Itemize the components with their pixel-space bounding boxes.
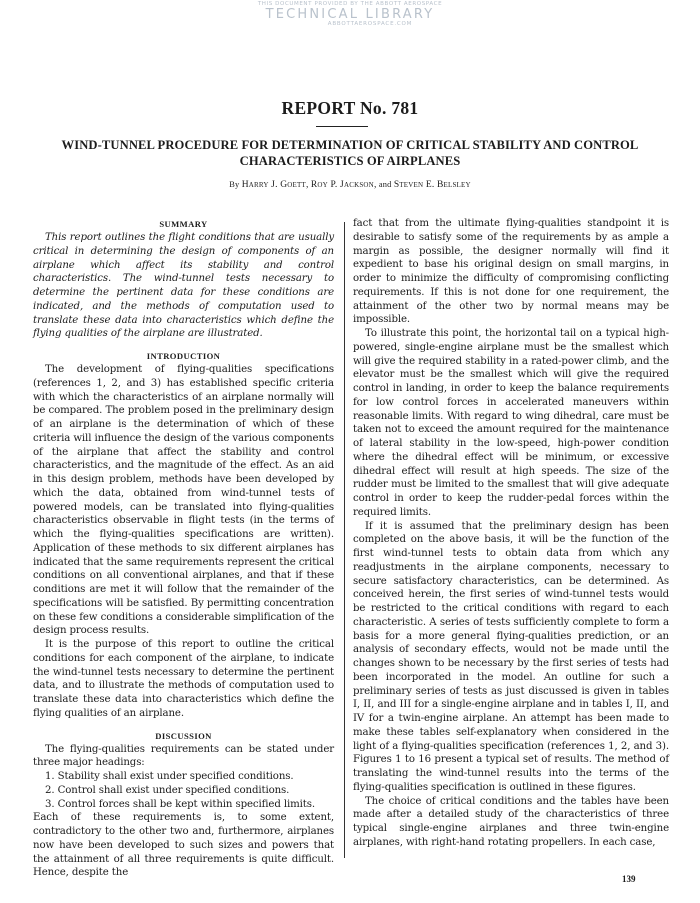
right-paragraph-2: To illustrate this point, the horizontal tail on a typical high-powered, single-engine airplane must be the smallest which will give the required stability in a rated-power climb, and the elevator must be the smallest which will give the required control in landing, in order to keep the balance requirements for low control forces in accelerated maneuvers within reasonable limits. With regard to wing dihedral, care must be taken not to exceed the amount required for the maintenance of lateral stability in the low-speed, high-power condition where the dihedral effect will be minimum, or excessive dihedral effect will result at high speeds. The size of the rudder must be limited to the smallest that will give adequate control in order to keep the rudder-pedal forces within the required limits. — [353, 328, 669, 518]
author-jackson: Roy P. Jackson, — [310, 180, 377, 190]
authors-line — [0, 180, 700, 190]
column-divider — [344, 222, 345, 858]
introduction-paragraph-2: It is the purpose of this report to outline the critical conditions for each component of the airplane, to indicate the wind-tunnel tests necessary to determine the pertinent data, and to illustrate the methods of computation used to translate these data into characteristics which define the flying qualities of an airplane. — [33, 639, 334, 719]
summary-heading: SUMMARY — [159, 219, 208, 229]
right-paragraph-4: The choice of critical conditions and the tables have been made after a detailed study of the characteristics of three typical single-engine airplanes and three twin-engine airplanes, with right-hand rotating propellers. In each case, — [353, 795, 669, 848]
right-paragraph-1: fact that from the ultimate flying-qualities standpoint it is desirable to satisfy some of the requirements by as ample a margin as possible, the designer normally will find it expedient to base his original design on small margins, in order to minimize the difficulty of compromising conflicting requirements. If this is not done for one requirement, the attainment of the other two by normal means may be impossible. — [353, 218, 669, 326]
watermark-technical-library — [0, 1, 700, 28]
author-goett: Harry J. Goett, — [241, 180, 309, 190]
page-number: 139 — [622, 874, 636, 884]
paper-title — [0, 137, 700, 169]
paper-title-line-2: CHARACTERISTICS OF AIRPLANES — [239, 154, 461, 168]
left-column — [33, 217, 334, 880]
introduction-heading: INTRODUCTION — [146, 351, 221, 361]
requirement-list-item-1: 1. Stability shall exist under specified conditions. — [45, 771, 294, 782]
discussion-paragraph-2: Each of these requirements is, to some extent, contradictory to the other two and, furthermore, airplanes now have been developed to such sizes and powers that the attainment of all three requirements is quite difficult. Hence, despite the — [33, 812, 334, 879]
watermark-provided-by: THIS DOCUMENT PROVIDED BY THE ABBOTT AEROSPACE — [257, 1, 443, 7]
authors-and: and — [378, 180, 392, 189]
authors-by: By — [229, 180, 240, 189]
author-belsley: Steven E. Belsley — [393, 180, 471, 190]
watermark-url: ABBOTTAEROSPACE.COM — [327, 21, 413, 27]
report-number: REPORT No. 781 — [281, 98, 419, 118]
discussion-heading: DISCUSSION — [155, 730, 212, 741]
right-paragraph-3: If it is assumed that the preliminary design has been completed on the above basis, it will be the function of the first wind-tunnel tests to obtain data from which any readjustments in the airplane components, necessary to secure satisfactory characteristics, can be determined. As conceived herein, the first series of wind-tunnel tests would be restricted to the critical conditions with regard to each characteristic. A series of tests sufficiently complete to form a basis for a more general flying-qualities prediction, or an analysis of secondary effects, would not be made until the changes shown to be necessary by the first series of tests had been incorporated in the model. An outline for such a preliminary series of tests as just discussed is given in tables I, II, and III for a single-engine airplane and in tables I, II, and IV for a twin-engine airplane. An attempt has been made to make these tables self-explanatory when considered in the light of a flying-qualities specification (references 1, 2, and 3). Figures 1 to 16 present a typical set of results. The method of translating the wind-tunnel results into the terms of the flying-qualities specification is outlined in these figures. — [353, 520, 669, 793]
title-divider — [316, 126, 368, 127]
watermark-title: TECHNICAL LIBRARY — [265, 7, 435, 22]
introduction-paragraph-1: The development of flying-qualities specifications (references 1, 2, and 3) has established specific criteria with which the characteristics of an airplane normally will be compared. The problem posed in the preliminary design of an airplane is the determination of which of these criteria will influence the design of the various components of the airplane that affect the stability and control characteristics, and the magnitude of the effect. As an aid in this design problem, methods have been developed by which the data, obtained from wind-tunnel tests of powered models, can be translated into flying-qualities characteristics observable in flight tests (in the terms of which the flying-qualities specifications are written). Application of these methods to six different airplanes has indicated that the same requirements represent the critical conditions on all conventional airplanes, and that if these conditions are met it will follow that the remainder of the specifications will be satisfied. By permitting concentration on these few conditions a considerable simplification of the design process results. — [33, 364, 334, 637]
discussion-paragraph-1: The flying-qualities requirements can be stated under three major headings: — [33, 743, 334, 769]
paper-title-line-1: WIND-TUNNEL PROCEDURE FOR DETERMINATION OF CRITICAL STABILITY AND CONTROL — [61, 138, 639, 152]
requirement-list-item-2: 2. Control shall exist under specified conditions. — [45, 784, 290, 796]
summary-paragraph: This report outlines the flight conditions that are usually critical in determining the design of components of an airplane which affect its stability and control characteristics. The wind-tunnel tests necessary to determine the pertinent data for these conditions are indicated, and the methods of computation used to translate these data into characteristics which define the flying qualities of the airplane are illustrated. — [33, 232, 334, 340]
requirement-list-item-3: 3. Control forces shall be kept within specified limits. — [45, 798, 316, 810]
right-column — [353, 217, 669, 850]
